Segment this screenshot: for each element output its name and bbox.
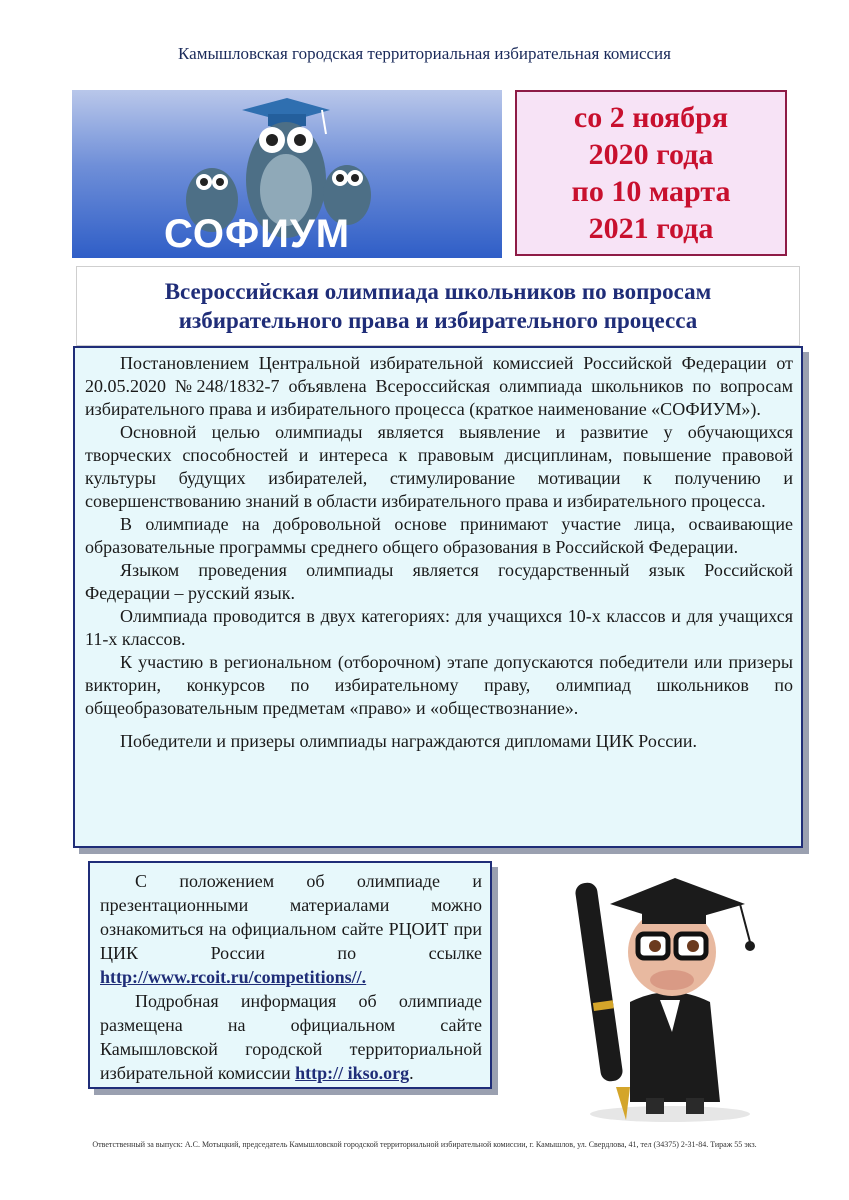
logo-text: СОФИУМ [164, 212, 351, 256]
student-mascot-icon [560, 862, 780, 1124]
info-period: . [409, 1063, 414, 1083]
title-line: избирательного права и избирательного процесса [178, 308, 698, 333]
date-line: со 2 ноября [573, 101, 729, 134]
paragraph: Основной целью олимпиады является выявление и развитие у обучающихся творческих способностей и интереса к правовым дисциплинам, повышение правовой культуры будущих избирателей, стимулирование мотивации к получению и совершенствованию знаний в области избирательного права и избирательного процесса. [85, 422, 793, 511]
info-paragraph [100, 989, 482, 1085]
olympiad-title [76, 266, 800, 346]
paragraph: Победители и призеры олимпиады награждаются дипломами ЦИК России. [120, 731, 698, 751]
date-line: по 10 марта [571, 175, 731, 208]
rcoit-link[interactable]: http://www.rcoit.ru/competitions//. [100, 967, 367, 987]
commission-header: Камышловская городская территориальная избирательная комиссия [178, 44, 671, 63]
title-line: Всероссийская олимпиада школьников по вопросам [164, 279, 712, 304]
paragraph: Языком проведения олимпиады является государственный язык Российской Федерации – русский язык. [85, 560, 793, 603]
ikso-link[interactable]: http:// ikso.org [295, 1063, 410, 1083]
info-text: С положением об олимпиаде и презентационными материалами можно ознакомиться на официальном сайте РЦОИТ при ЦИК России по ссылке [100, 871, 482, 963]
info-paragraph [100, 869, 482, 989]
date-range-box [515, 90, 787, 256]
paragraph: К участию в региональном (отборочном) этапе допускаются победители или призеры викторин, конкурсов по избирательному праву, олимпиад школьников по общеобразовательным предметам «право» и «обществознание». [85, 652, 793, 718]
date-line: 2020 года [588, 138, 714, 171]
info-text: Подробная информация об олимпиаде размещена на официальном сайте Камышловской городской территориальной избирательной комиссии [100, 991, 482, 1083]
info-box [88, 861, 492, 1089]
paragraph: В олимпиаде на добровольной основе принимают участие лица, осваивающие образовательные программы среднего общего образования в Российской Федерации. [85, 514, 793, 557]
date-line: 2021 года [588, 212, 714, 245]
paragraph: Постановлением Центральной избирательной комиссией Российской Федерации от 20.05.2020 №248/1832-7 объявлена Всероссийская олимпиада школьников по вопросам избирательного права и избирательного процесса (краткое наименование «СОФИУМ»). [85, 353, 793, 419]
main-text-box [73, 346, 803, 848]
sofium-logo [72, 90, 502, 258]
paragraph: Олимпиада проводится в двух категориях: для учащихся 10-х классов и для учащихся 11-х классов. [85, 606, 793, 649]
publisher-footer: Ответственный за выпуск: А.С. Мотыцкий, председатель Камышловской городской территориальной избирательной комиссии, г. Камышлов, ул. Свердлова, 41, тел (34375) 2-31-84. Тираж 55 экз. [92, 1140, 757, 1149]
